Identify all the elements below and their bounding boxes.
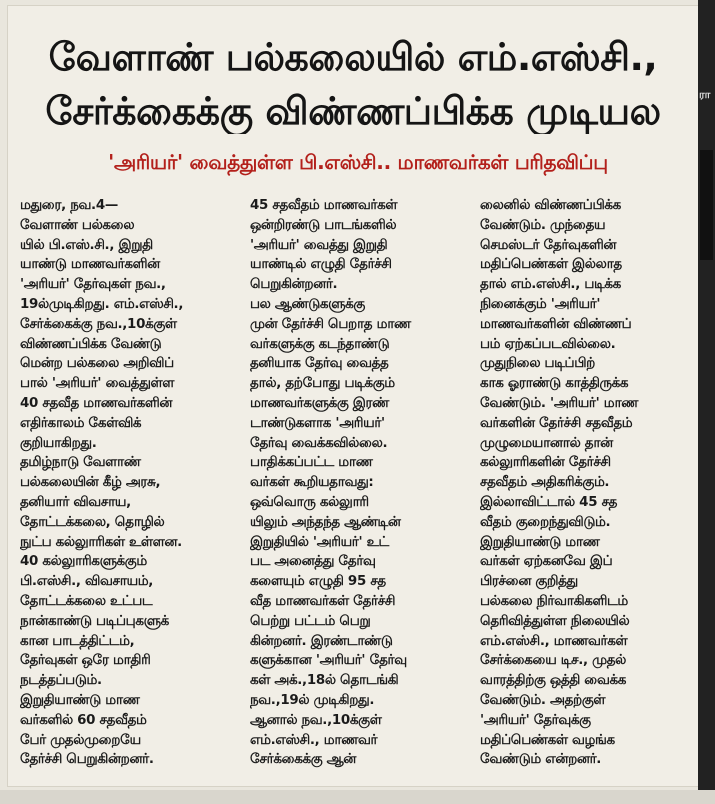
article-line: தால், தற்போது படிக்கும் [250,376,395,392]
article-line: தேர்ச்சி பெறுகின்றனர். [20,752,154,768]
article-line: வேண்டும். அதற்குள் [480,692,606,708]
article-line: மென்ற பல்கலை அறிவிப் [20,356,174,372]
article-line: சேர்க்கைக்கு ஆன் [250,752,356,768]
article-column-1 [20,196,242,778]
article-line: தெரிவித்துள்ள நிலையில் [480,613,630,629]
article-line: யிலும் அந்தந்த ஆண்டின் [250,514,401,530]
article-line: 19ல்முடிகிறது. எம்.எஸ்சி., [20,296,184,312]
article-line: வர்கள் கூறியதாவது: [250,475,374,491]
article-line: நடத்தப்படும். [20,673,102,689]
article-line: எம்.எஸ்சி., மாணவர்கள் [480,633,628,649]
newspaper-clipping [8,6,698,786]
article-line: தனியார் விவசாய, [20,494,131,510]
article-line: 45 சதவீதம் மாணவர்கள் [250,198,398,213]
article-line: பெறுகின்றனர். [250,277,338,293]
article-line: வர்களின் தேர்ச்சி சதவீதம் [480,415,633,431]
article-line: எம்.எஸ்சி., மாணவர் [250,732,378,748]
article-line: யில் பி.எஸ்.சி., இறுதி [20,237,153,253]
article-line: மதுரை, நவ.4— [20,198,118,213]
article-line: தால் எம்.எஸ்சி., படிக்க [480,277,621,293]
article-line: பேர் முதல்முறையே [20,732,141,748]
article-line: யாண்டில் எழுதி தேர்ச்சி [250,257,392,273]
article-line: பல்கலை நிர்வாகிகளிடம் [480,593,628,609]
article-line: இறுதியில் 'அரியர்' உட் [250,534,389,550]
article-line: லைனில் விண்ணப்பிக்க [480,198,621,213]
article-line: சேர்க்கைக்கு நவ.,10க்குள் [20,316,177,332]
article-line: செமஸ்டர் தேர்வுகளின் [480,237,617,253]
article-line: வர்கள் ஏற்கனவே இப் [480,554,613,570]
article-line: மதிப்பெண்கள் இல்லாத [480,257,622,273]
article-line: கான பாடத்திட்டம், [20,633,135,649]
article-line: முன் தேர்ச்சி பெறாத மாண [250,316,411,332]
article-line: காக ஓராண்டு காத்திருக்க [480,376,629,392]
article-line: 'அரியர்' தேர்வுகள் நவ., [20,277,166,293]
article-line: பம் ஏற்கப்படவில்லை. [480,336,616,352]
article-line: வேண்டும் என்றனர். [480,752,602,768]
article-line: பெற்று பட்டம் பெறு [250,613,371,629]
article-line: 40 சதவீத மாணவர்களின் [20,395,173,411]
article-line: தமிழ்நாடு வேளாண் [20,455,141,471]
article-line: தனியாக தேர்வு வைத்த [250,356,389,372]
article-line: வீத மாணவர்கள் தேர்ச்சி [250,593,396,609]
article-column-3 [480,196,702,778]
article-line: வேண்டும். முந்தைய [480,217,606,233]
article-line: இறுதியாண்டு மாண [20,692,140,708]
headline-line-2: சேர்க்கைக்கு விண்ணப்பிக்க முடியல [45,89,661,133]
adjacent-page-edge [698,0,715,804]
article-line: தோட்டக்கலை, தொழில் [20,514,165,530]
article-line: டாண்டுகளாக 'அரியர்' [250,415,385,431]
headline-line-1: வேளாண் பல்கலையில் எம்.எஸ்சி., [48,35,658,79]
article-line: வேளாண் பல்கலை [20,217,135,233]
article-line: முதுநிலை படிப்பிற் [480,356,595,372]
article-line: சதவீதம் அதிகரிக்கும். [480,475,610,491]
article-line: இல்லாவிட்டால் 45 சத [480,494,618,510]
article-line: வர்களில் 60 சதவீதம் [20,712,147,728]
article-column-2 [250,196,472,778]
article-line: ஒவ்வொரு கல்லுாரி [250,494,369,510]
article-line: குறியாகிறது. [20,435,97,451]
article-line: நான்காண்டு படிப்புகளுக் [20,613,169,629]
article-line: 40 கல்லுாரிகளுக்கும் [20,554,147,570]
article-line: வேண்டும். 'அரியர்' மாண [480,395,639,411]
article-line: வீதம் குறைந்துவிடும். [480,514,611,530]
article-line: மாணவர்களுக்கு இரண் [250,395,389,411]
article-body [20,196,702,778]
article-line: விண்ணப்பிக்க வேண்டு [20,336,162,352]
article-line: பல்கலையின் கீழ் அரசு, [20,475,161,491]
article-line: நினைக்கும் 'அரியர்' [480,296,601,312]
article-line: பட அனைத்து தேர்வு [250,554,376,570]
article-line: தேர்வு வைக்கவில்லை. [250,435,388,451]
article-line: பல ஆண்டுகளுக்கு [250,296,365,312]
adjacent-dark-block [700,150,713,260]
adjacent-text-fragment: ரா [699,88,711,101]
article-line: நுட்ப கல்லுாரிகள் உள்ளன. [20,534,182,550]
article-line: இறுதியாண்டு மாண [480,534,600,550]
article-line: முழுமையானால் தான் [480,435,613,451]
article-line: நவ.,19ல் முடிகிறது. [250,692,375,708]
article-line: 'அரியர்' வைத்து இறுதி [250,237,388,253]
article-line: பி.எஸ்சி., விவசாயம், [20,574,154,590]
article-line: பிரச்னை குறித்து [480,574,578,590]
article-line: மாணவர்களின் விண்ணப் [480,316,632,332]
article-line: யாண்டு மாணவர்களின் [20,257,160,273]
article-line: தேர்வுகள் ஒரே மாதிரி [20,653,151,669]
article-line: ஒன்றிரண்டு பாடங்களில் [250,217,397,233]
article-line: தோட்டக்கலை உட்பட [20,593,153,609]
article-line: 'அரியர்' தேர்வுக்கு [480,712,591,728]
article-line: சேர்க்கையை டிச., முதல் [480,653,626,669]
article-line: ஆனால் நவ.,10க்குள் [250,712,382,728]
article-line: பால் 'அரியர்' வைத்துள்ள [20,376,175,392]
bottom-margin [0,790,715,804]
article-line: கின்றனர். இரண்டாண்டு [250,633,393,649]
article-line: வர்களுக்கு கடந்தாண்டு [250,336,390,352]
article-line: கல்லுாரிகளின் தேர்ச்சி [480,455,611,471]
article-line: எதிர்காலம் கேள்விக் [20,415,142,431]
subheadline: 'அரியர்' வைத்துள்ள பி.எஸ்சி.. மாணவர்கள் பரிதவிப்பு [108,150,608,174]
article-line: மதிப்பெண்கள் வழங்க [480,732,615,748]
article-line: களுக்கான 'அரியர்' தேர்வு [250,653,407,669]
article-line: கள் அக்.,18ல் தொடங்கி [250,673,399,689]
article-line: களையும் எழுதி 95 சத [250,574,386,590]
article-line: பாதிக்கப்பட்ட மாண [250,455,373,471]
article-line: வாரத்திற்கு ஒத்தி வைக்க [480,673,627,689]
